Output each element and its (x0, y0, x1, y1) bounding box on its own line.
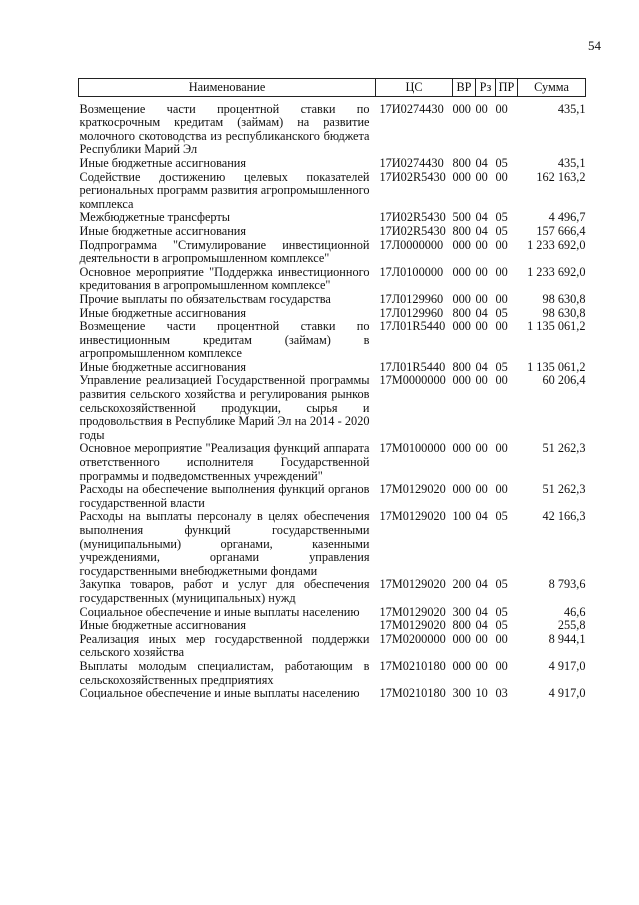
row-rz: 04 (475, 210, 488, 225)
row-rz: 00 (475, 319, 488, 334)
row-vr: 800 (452, 305, 471, 320)
row-pr: 00 (495, 373, 508, 388)
row-rz: 10 (475, 686, 488, 701)
table-row (79, 361, 586, 375)
row-pr: 05 (495, 223, 508, 238)
row-sum: 42 166,3 (542, 509, 586, 524)
row-cs: 17М0200000 (379, 631, 446, 646)
row-cs: 17Л0100000 (379, 264, 444, 279)
row-name: Возмещение части процентной ставки по инвестиционным кредитам (займам) в агропромышленном комплексе (79, 319, 370, 361)
row-rz: 04 (475, 305, 488, 320)
row-cs: 17Л01R5440 (379, 319, 446, 334)
row-cs: 17Л0129960 (379, 291, 444, 306)
row-pr: 00 (495, 169, 508, 184)
row-rz: 00 (475, 169, 488, 184)
row-pr: 03 (495, 686, 508, 701)
row-name: Закупка товаров, работ и услуг для обеспечения государственных (муниципальных) нужд (79, 577, 370, 605)
row-cs: 17М0129020 (379, 618, 446, 633)
row-cs: 17М0129020 (379, 604, 446, 619)
row-cs: 17М0210180 (379, 686, 446, 701)
header-cs: ЦС (376, 79, 453, 97)
page-number: 54 (588, 38, 601, 53)
row-vr: 100 (452, 509, 471, 524)
row-cs: 17И02R5430 (379, 169, 446, 184)
row-vr: 800 (452, 223, 471, 238)
row-rz: 00 (475, 441, 488, 456)
header-sum: Сумма (518, 79, 586, 97)
row-cs: 17И02R5430 (379, 210, 446, 225)
row-rz: 04 (475, 577, 488, 592)
row-rz: 04 (475, 359, 488, 374)
row-name: Иные бюджетные ассигнования (79, 155, 247, 170)
row-name: Социальное обеспечение и иные выплаты населению (79, 604, 360, 619)
row-vr: 000 (452, 482, 471, 497)
row-sum: 98 630,8 (542, 305, 586, 320)
table-row (79, 442, 586, 483)
row-name: Основное мероприятие "Реализация функций аппарата ответственного исполнителя Государственной программы и подведомственных учреждений" (79, 441, 370, 483)
row-vr: 800 (452, 155, 471, 170)
table-row (79, 157, 586, 171)
row-sum: 435,1 (557, 101, 586, 116)
row-rz: 04 (475, 618, 488, 633)
row-name: Иные бюджетные ассигнования (79, 223, 247, 238)
row-name: Основное мероприятие "Поддержка инвестиционного кредитования в агропромышленном комплексе" (79, 264, 370, 293)
row-cs: 17И02R5430 (379, 223, 446, 238)
row-vr: 800 (452, 359, 471, 374)
row-pr: 05 (495, 155, 508, 170)
row-sum: 255,8 (557, 618, 586, 633)
table-row (79, 225, 586, 239)
row-pr: 00 (495, 441, 508, 456)
row-name: Межбюджетные трансферты (79, 210, 231, 225)
row-name: Социальное обеспечение и иные выплаты населению (79, 686, 360, 701)
row-vr: 000 (452, 631, 471, 646)
row-name: Возмещение части процентной ставки по краткосрочным кредитам (займам) на развитие молочного скотоводства из республиканского бюджета Республики Марий Эл (79, 101, 370, 157)
row-sum: 1 233 692,0 (527, 264, 586, 279)
row-pr: 05 (495, 604, 508, 619)
row-vr: 300 (452, 604, 471, 619)
table-row (79, 633, 586, 660)
row-cs: 17Л0129960 (379, 305, 444, 320)
row-cs: 17Л01R5440 (379, 359, 446, 374)
row-vr: 000 (452, 101, 471, 116)
row-pr: 00 (495, 631, 508, 646)
row-sum: 4 496,7 (548, 210, 586, 225)
row-pr: 00 (495, 482, 508, 497)
row-vr: 200 (452, 577, 471, 592)
row-vr: 000 (452, 291, 471, 306)
row-pr: 05 (495, 305, 508, 320)
table-row (79, 307, 586, 321)
row-sum: 51 262,3 (542, 441, 586, 456)
row-cs: 17М0129020 (379, 577, 446, 592)
table-row (79, 687, 586, 701)
row-pr: 05 (495, 577, 508, 592)
row-name: Расходы на выплаты персоналу в целях обеспечения выполнения функций государственными (муниципальными) органами, казенными учреждениями, органами управления государственными внебюджетными фондами (79, 509, 370, 578)
row-name: Расходы на обеспечение выполнения функций органов государственной власти (79, 482, 370, 510)
row-vr: 000 (452, 441, 471, 456)
table-row (79, 266, 586, 293)
table-row (79, 293, 586, 307)
row-cs: 17И0274430 (379, 155, 444, 170)
row-rz: 00 (475, 631, 488, 646)
row-pr: 05 (495, 509, 508, 524)
table-row (79, 606, 586, 620)
row-cs: 17М0129020 (379, 482, 446, 497)
row-pr: 00 (495, 264, 508, 279)
row-sum: 162 163,2 (536, 169, 586, 184)
row-cs: 17М0129020 (379, 509, 446, 524)
row-vr: 000 (452, 264, 471, 279)
table-row (79, 619, 586, 633)
row-rz: 00 (475, 658, 488, 673)
row-vr: 300 (452, 686, 471, 701)
row-rz: 04 (475, 509, 488, 524)
row-sum: 4 917,0 (548, 658, 586, 673)
row-cs: 17Л0000000 (379, 237, 444, 252)
row-sum: 435,1 (557, 155, 586, 170)
row-name: Иные бюджетные ассигнования (79, 618, 247, 633)
row-pr: 00 (495, 291, 508, 306)
row-rz: 04 (475, 155, 488, 170)
row-pr: 05 (495, 359, 508, 374)
row-sum: 98 630,8 (542, 291, 586, 306)
row-rz: 04 (475, 604, 488, 619)
row-pr: 00 (495, 319, 508, 334)
row-pr: 00 (495, 101, 508, 116)
row-sum: 8 944,1 (548, 631, 586, 646)
table-row (79, 660, 586, 687)
row-pr: 00 (495, 237, 508, 252)
row-vr: 000 (452, 319, 471, 334)
table-header (79, 79, 586, 97)
header-vr: ВР (453, 79, 476, 97)
row-name: Подпрограмма "Стимулирование инвестиционной деятельности в агропромышленном комплексе" (79, 237, 370, 266)
row-rz: 00 (475, 482, 488, 497)
row-pr: 05 (495, 618, 508, 633)
row-sum: 51 262,3 (542, 482, 586, 497)
table-row (79, 171, 586, 212)
table-row (79, 483, 586, 510)
row-cs: 17М0210180 (379, 658, 446, 673)
row-rz: 00 (475, 291, 488, 306)
row-vr: 800 (452, 618, 471, 633)
row-sum: 4 917,0 (548, 686, 586, 701)
row-rz: 00 (475, 237, 488, 252)
table-body (79, 96, 586, 701)
table-row (79, 103, 586, 157)
row-name: Выплаты молодым специалистам, работающим в сельскохозяйственных предприятиях (79, 658, 370, 687)
row-vr: 500 (452, 210, 471, 225)
budget-table (78, 78, 586, 701)
row-sum: 1 135 061,2 (527, 359, 586, 374)
table-row (79, 211, 586, 225)
table-row (79, 239, 586, 266)
row-name: Содействие достижению целевых показателей региональных программ развития агропромышленного комплекса (79, 169, 370, 211)
row-sum: 8 793,6 (548, 577, 586, 592)
row-sum: 60 206,4 (542, 373, 586, 388)
row-rz: 00 (475, 264, 488, 279)
header-name: Наименование (79, 79, 376, 97)
row-name: Прочие выплаты по обязательствам государства (79, 291, 331, 306)
header-pr: ПР (496, 79, 518, 97)
row-pr: 00 (495, 658, 508, 673)
row-rz: 00 (475, 373, 488, 388)
table-row (79, 374, 586, 442)
table-row (79, 578, 586, 605)
row-cs: 17М0100000 (379, 441, 446, 456)
row-name: Реализация иных мер государственной поддержки сельского хозяйства (79, 631, 370, 660)
row-pr: 05 (495, 210, 508, 225)
row-rz: 04 (475, 223, 488, 238)
row-vr: 000 (452, 237, 471, 252)
row-name: Иные бюджетные ассигнования (79, 305, 247, 320)
table-row (79, 320, 586, 361)
row-cs: 17М0000000 (379, 373, 446, 388)
table-row (79, 510, 586, 578)
row-sum: 46,6 (563, 604, 586, 619)
row-sum: 1 233 692,0 (527, 237, 586, 252)
header-rz: Рз (476, 79, 496, 97)
row-sum: 1 135 061,2 (527, 319, 586, 334)
row-vr: 000 (452, 373, 471, 388)
row-sum: 157 666,4 (536, 223, 586, 238)
row-vr: 000 (452, 658, 471, 673)
row-name: Иные бюджетные ассигнования (79, 359, 247, 374)
row-vr: 000 (452, 169, 471, 184)
row-cs: 17И0274430 (379, 101, 444, 116)
row-name: Управление реализацией Государственной программы развития сельского хозяйства и регулирования рынков сельскохозяйственной продукции, сырья и продовольствия в Республике Марий Эл на 2014 - 2020 годы (79, 373, 370, 442)
row-rz: 00 (475, 101, 488, 116)
